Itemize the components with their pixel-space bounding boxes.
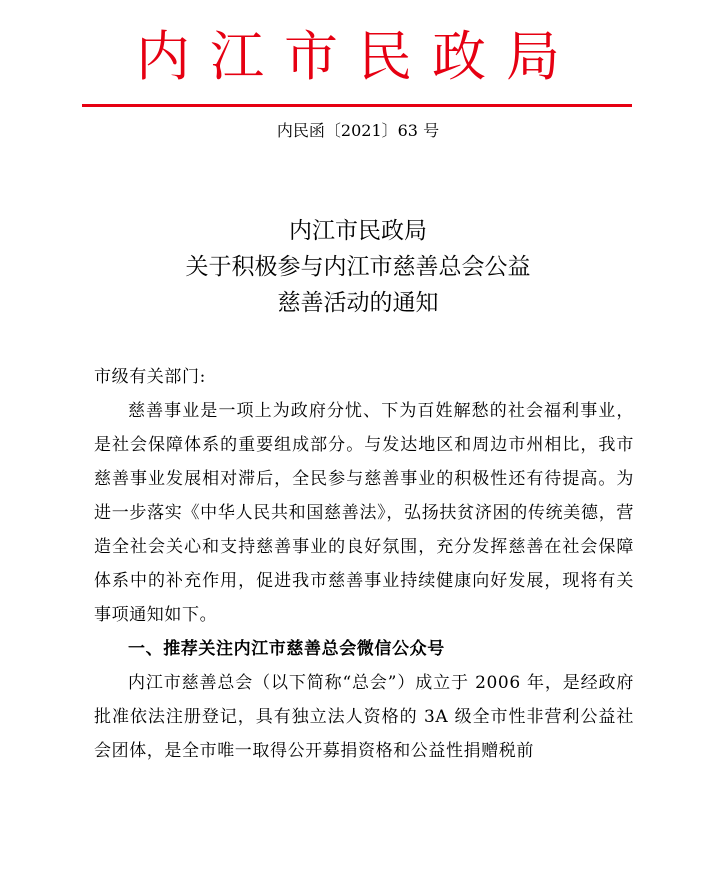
- red-divider-line: [82, 104, 632, 107]
- section-1-paragraph: 内江市慈善总会（以下简称“总会”）成立于 2006 年，是经政府批准依法注册登记，具有独立法人资格的 3A 级全市性非营利公益社会团体，是全市唯一取得公开募捐资格和公益性捐赠税前: [94, 673, 634, 761]
- section-1-heading: 一、推荐关注内江市慈善总会微信公众号: [128, 639, 445, 659]
- intro-paragraph: 慈善事业是一项上为政府分忧、下为百姓解愁的社会福利事业，是社会保障体系的重要组成部分。与发达地区和周边市州相比，我市慈善事业发展相对滞后，全民参与慈善事业的积极性还有待提高。为进一步落实《中华人民共和国慈善法》，弘扬扶贫济困的传统美德，营造全社会关心和支持慈善事业的良好氛围，充分发挥慈善在社会保障体系中的补充作用，促进我市慈善事业持续健康向好发展，现将有关事项通知如下。: [94, 401, 634, 625]
- document-body: [94, 360, 634, 768]
- salutation: 市级有关部门:: [94, 367, 206, 387]
- masthead-title: 内江市民政局: [136, 25, 580, 88]
- title-line-2: 关于积极参与内江市慈善总会公益: [185, 254, 531, 280]
- title-line-1: 内江市民政局: [289, 218, 427, 244]
- title-line-3: 慈善活动的通知: [277, 290, 439, 316]
- document-number: 内民函〔2021〕63 号: [276, 121, 440, 140]
- document-title: [0, 213, 716, 321]
